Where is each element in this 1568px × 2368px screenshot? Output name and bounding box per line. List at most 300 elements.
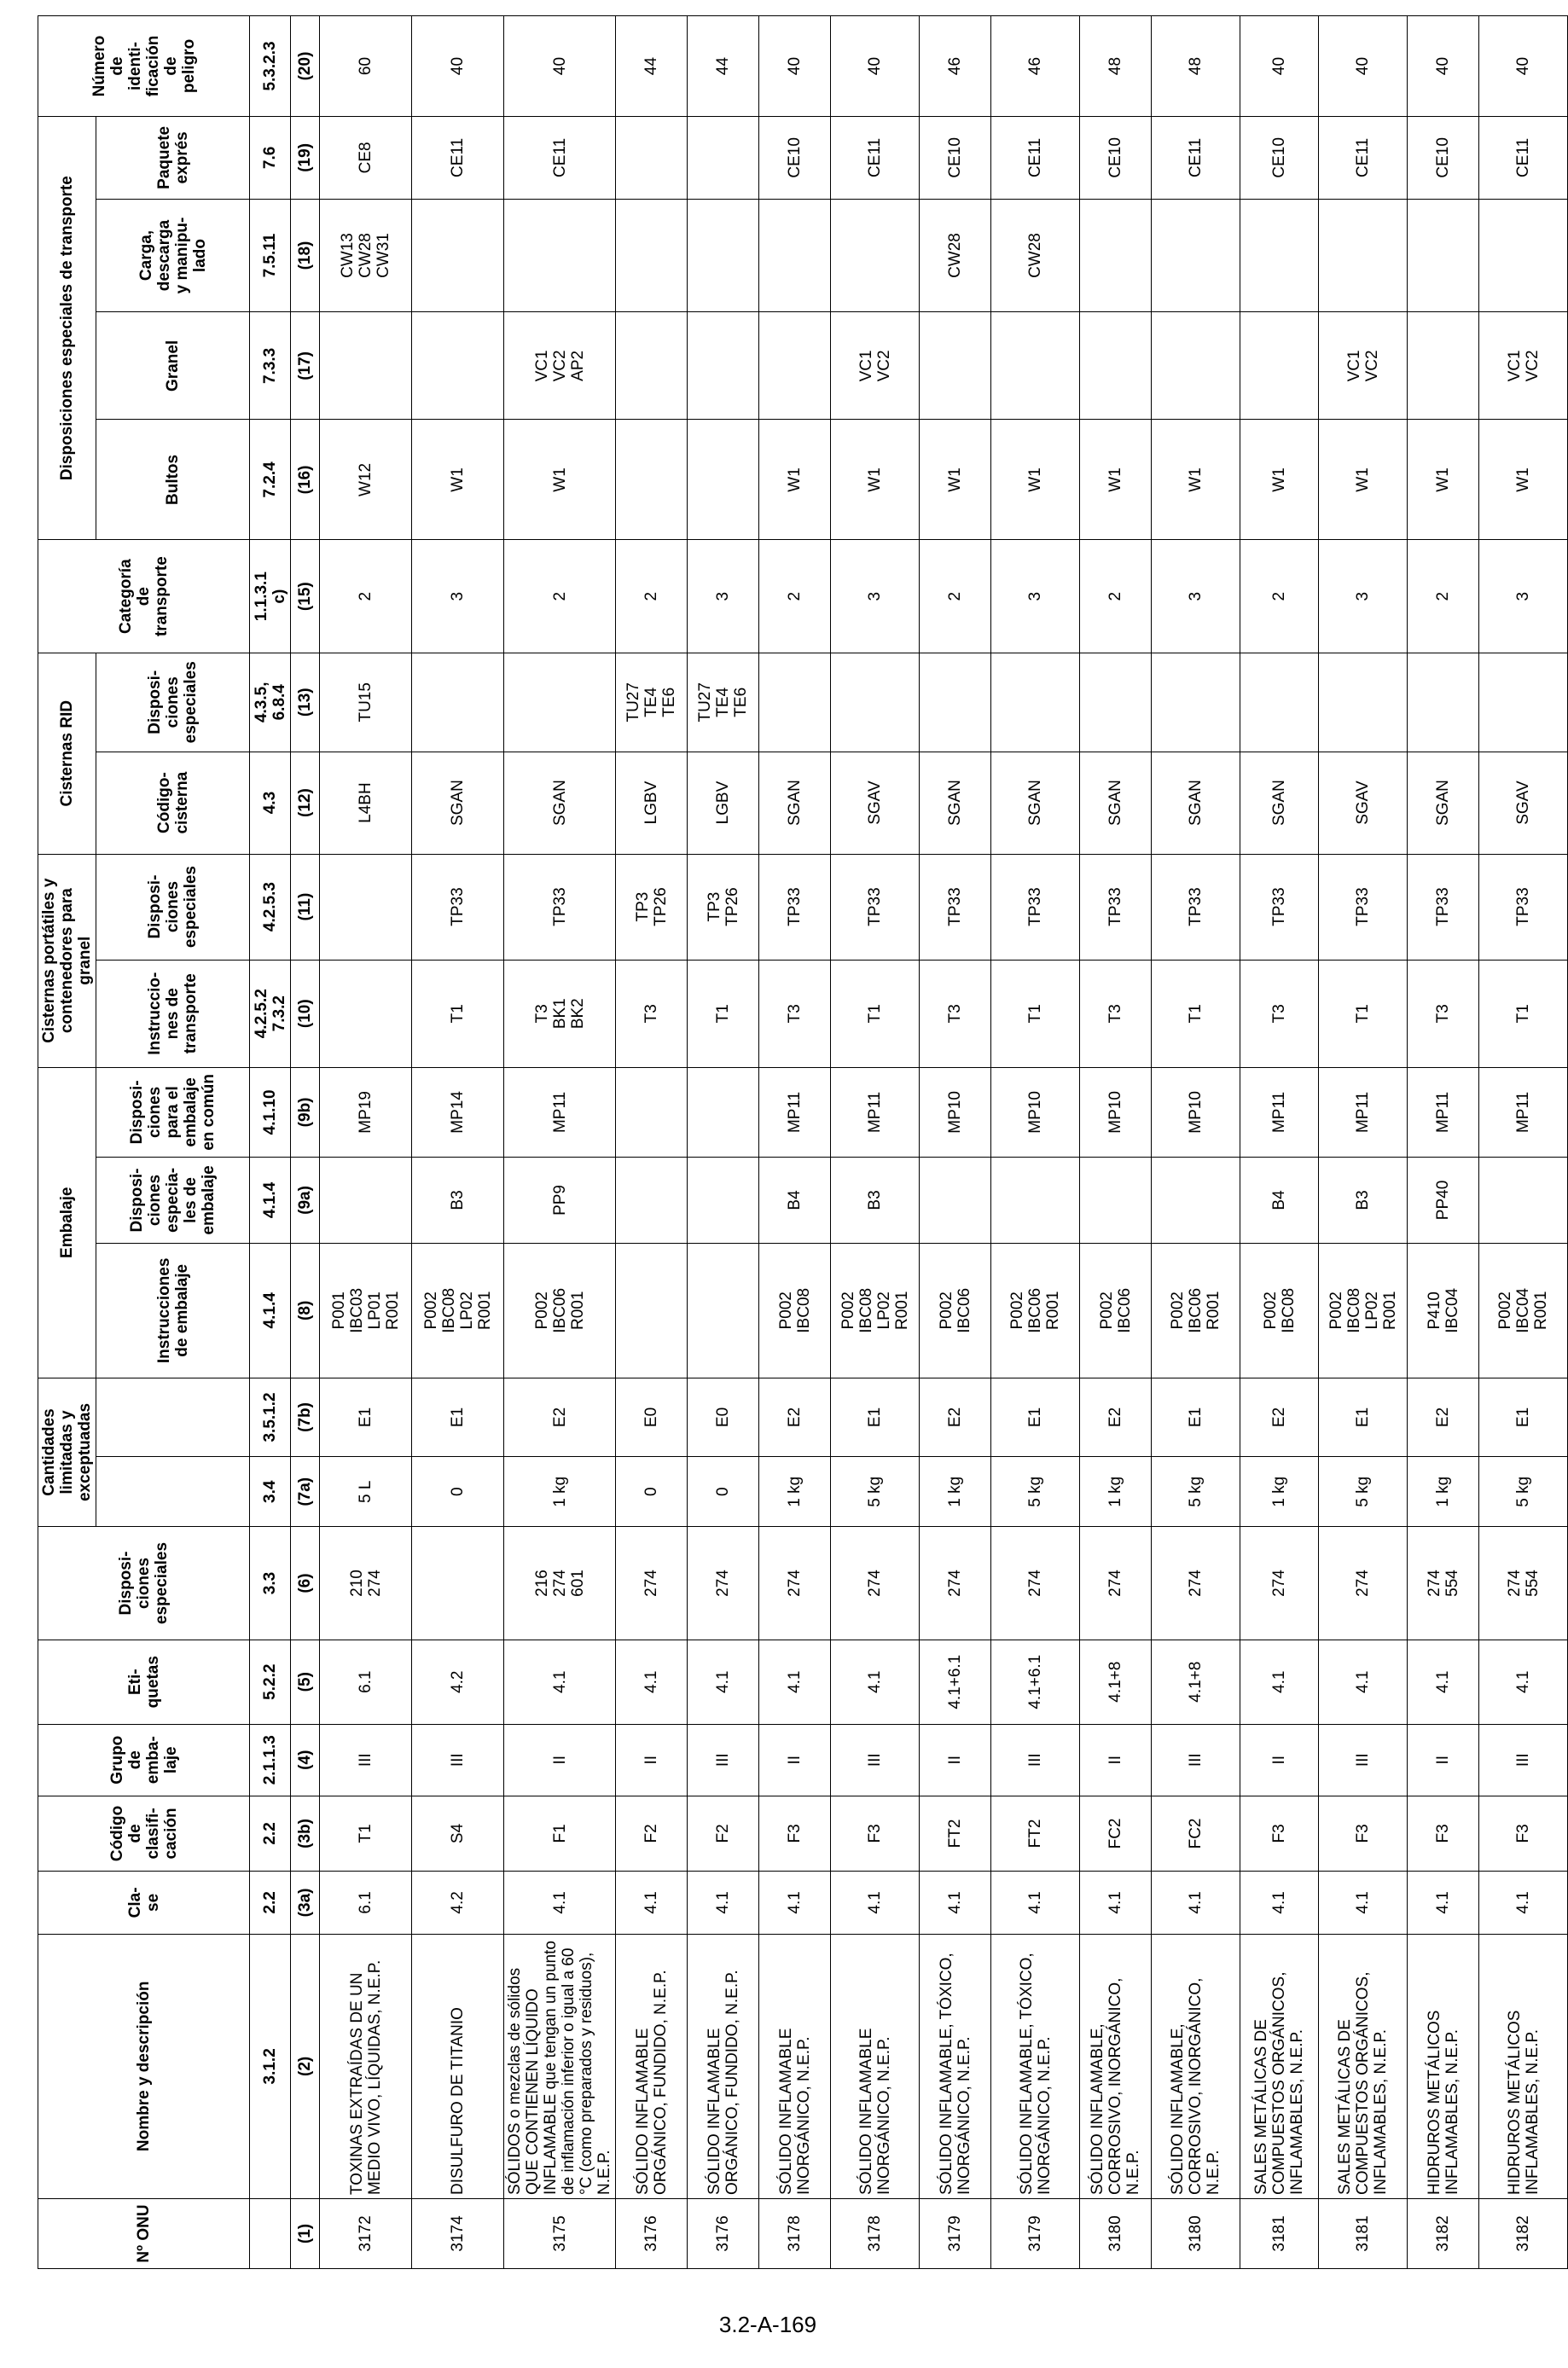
table-cell: 210 274: [320, 1527, 412, 1640]
table-cell: 48: [1080, 16, 1152, 117]
table-cell: T3: [1240, 960, 1319, 1067]
table-cell: 4.1: [759, 1872, 831, 1935]
column-number-cell: (7b): [291, 1378, 320, 1457]
table-cell: 40: [1240, 16, 1319, 117]
table-cell: F3: [1408, 1796, 1479, 1871]
table-cell: 3: [1479, 540, 1568, 653]
substance-name: SÓLIDO INFLAMABLE, CORROSIVO, INORGÁNICO, N.E.P.: [1080, 1934, 1152, 2198]
header-lq-7a: [96, 1457, 250, 1527]
table-cell: P002 IBC06 R001: [991, 1243, 1080, 1378]
table-cell: S4: [412, 1796, 504, 1871]
table-cell: 2: [504, 540, 616, 653]
table-cell: SGAN: [991, 752, 1080, 854]
table-cell: FT2: [991, 1796, 1080, 1871]
table-cell: E2: [504, 1378, 616, 1457]
table-cell: W1: [504, 420, 616, 540]
column-number-cell: (3a): [291, 1872, 320, 1935]
table-cell: CE11: [991, 116, 1080, 199]
table-cell: 48: [1152, 16, 1240, 117]
table-cell: 3: [1152, 540, 1240, 653]
table-cell: [1240, 312, 1319, 420]
table-cell: FC2: [1152, 1796, 1240, 1871]
table-cell: 3180: [1080, 2198, 1152, 2268]
table-cell: 40: [412, 16, 504, 117]
header-express: Paquete exprés: [96, 116, 250, 199]
table-cell: 2: [1080, 540, 1152, 653]
substance-name: SÓLIDO INFLAMABLE, TÓXICO, INORGÁNICO, N.E.P.: [920, 1934, 991, 2198]
table-cell: 4.1: [1408, 1640, 1479, 1724]
table-row: [616, 16, 688, 2269]
column-number-cell: (11): [291, 854, 320, 960]
table-cell: 4.1: [1408, 1872, 1479, 1935]
table-cell: B3: [412, 1157, 504, 1243]
table-cell: 46: [920, 16, 991, 117]
table-cell: P002 IBC06: [1080, 1243, 1152, 1378]
table-cell: [1408, 199, 1479, 312]
column-number-cell: (5): [291, 1640, 320, 1724]
table-cell: TU27 TE4 TE6: [616, 653, 688, 752]
table-cell: 0: [688, 1457, 759, 1527]
table-cell: 6.1: [320, 1872, 412, 1935]
substance-name: SÓLIDO INFLAMABLE, CORROSIVO, INORGÁNICO, N.E.P.: [1152, 1934, 1240, 2198]
header-tank-instructions: Instruccio- nes de transporte: [96, 960, 250, 1067]
reference-cell: 3.1.2: [250, 1934, 291, 2198]
table-cell: [412, 653, 504, 752]
column-number-cell: (4): [291, 1724, 320, 1796]
table-cell: CW28: [991, 199, 1080, 312]
table-cell: P002 IBC08: [759, 1243, 831, 1378]
table-cell: [616, 420, 688, 540]
table-cell: CE11: [1152, 116, 1240, 199]
table-cell: 2: [616, 540, 688, 653]
table-cell: [1408, 653, 1479, 752]
table-cell: 4.1: [1479, 1872, 1568, 1935]
table-row: [759, 16, 831, 2269]
table-cell: F3: [1479, 1796, 1568, 1871]
table-cell: TU15: [320, 653, 412, 752]
table-cell: 2: [759, 540, 831, 653]
reference-cell: 2.2: [250, 1796, 291, 1871]
table-cell: SGAN: [412, 752, 504, 854]
table-cell: 1 kg: [759, 1457, 831, 1527]
table-cell: 4.1: [504, 1872, 616, 1935]
table-cell: [1152, 653, 1240, 752]
table-cell: E1: [1152, 1378, 1240, 1457]
table-cell: [1319, 199, 1408, 312]
table-cell: 274: [991, 1527, 1080, 1640]
table-cell: 1 kg: [1240, 1457, 1319, 1527]
table-cell: [1080, 653, 1152, 752]
table-cell: CE10: [759, 116, 831, 199]
table-cell: 3: [1319, 540, 1408, 653]
table-cell: TP33: [759, 854, 831, 960]
table-cell: II: [504, 1724, 616, 1796]
table-cell: E1: [1319, 1378, 1408, 1457]
table-cell: [504, 653, 616, 752]
table-cell: 4.1: [920, 1872, 991, 1935]
table-cell: [320, 312, 412, 420]
reference-cell: 4.1.4: [250, 1243, 291, 1378]
header-labels: Eti- quetas: [38, 1640, 250, 1724]
table-cell: SGAV: [1319, 752, 1408, 854]
table-cell: 4.1: [1240, 1872, 1319, 1935]
table-cell: 3181: [1319, 2198, 1408, 2268]
column-number-cell: (6): [291, 1527, 320, 1640]
table-cell: T3: [1408, 960, 1479, 1067]
table-cell: 3: [688, 540, 759, 653]
table-cell: MP11: [1240, 1067, 1319, 1157]
table-cell: 5 kg: [1479, 1457, 1568, 1527]
table-cell: T1: [320, 1796, 412, 1871]
column-number-cell: (8): [291, 1243, 320, 1378]
header-special-transport: Disposiciones especiales de transporte: [38, 116, 96, 539]
column-number-cell: (15): [291, 540, 320, 653]
table-cell: 5 L: [320, 1457, 412, 1527]
table-cell: TP33: [1152, 854, 1240, 960]
table-cell: 4.1+6.1: [991, 1640, 1080, 1724]
table-cell: CE10: [1408, 116, 1479, 199]
table-cell: W1: [1240, 420, 1319, 540]
table-row: [991, 16, 1080, 2269]
table-cell: 4.1: [688, 1872, 759, 1935]
table-cell: 4.1: [1319, 1872, 1408, 1935]
column-number-cell: (16): [291, 420, 320, 540]
reference-cell: 3.4: [250, 1457, 291, 1527]
table-cell: VC1 VC2: [831, 312, 920, 420]
header-tank-special: Disposi- ciones especiales: [96, 854, 250, 960]
table-cell: MP11: [1319, 1067, 1408, 1157]
table-cell: CW13 CW28 CW31: [320, 199, 412, 312]
table-cell: [831, 653, 920, 752]
reference-cell: 7.3.3: [250, 312, 291, 420]
table-cell: MP10: [1152, 1067, 1240, 1157]
table-cell: [1152, 312, 1240, 420]
table-cell: VC1 VC2: [1479, 312, 1568, 420]
reference-cell: 3.5.1.2: [250, 1378, 291, 1457]
table-cell: [320, 960, 412, 1067]
table-cell: III: [1479, 1724, 1568, 1796]
table-cell: T1: [1152, 960, 1240, 1067]
table-cell: 5 kg: [1319, 1457, 1408, 1527]
table-cell: F3: [759, 1796, 831, 1871]
table-cell: T3 BK1 BK2: [504, 960, 616, 1067]
table-cell: 274 554: [1408, 1527, 1479, 1640]
table-cell: SGAN: [920, 752, 991, 854]
table-cell: TP33: [1479, 854, 1568, 960]
table-cell: TP3 TP26: [688, 854, 759, 960]
table-cell: F3: [1240, 1796, 1319, 1871]
table-cell: E0: [688, 1378, 759, 1457]
table-cell: FC2: [1080, 1796, 1152, 1871]
table-cell: 274: [688, 1527, 759, 1640]
table-cell: T1: [831, 960, 920, 1067]
table-cell: [616, 1067, 688, 1157]
table-cell: TP33: [1080, 854, 1152, 960]
table-cell: TP33: [1408, 854, 1479, 960]
table-cell: [688, 1157, 759, 1243]
table-cell: 5 kg: [831, 1457, 920, 1527]
table-cell: 40: [831, 16, 920, 117]
table-cell: W1: [759, 420, 831, 540]
table-cell: E1: [412, 1378, 504, 1457]
table-cell: 44: [688, 16, 759, 117]
table-cell: MP11: [1479, 1067, 1568, 1157]
table-cell: 46: [991, 16, 1080, 117]
table-cell: 1 kg: [1080, 1457, 1152, 1527]
reference-cell: 4.1.4: [250, 1157, 291, 1243]
table-cell: 274: [1152, 1527, 1240, 1640]
table-cell: W1: [991, 420, 1080, 540]
table-cell: VC1 VC2 AP2: [504, 312, 616, 420]
header-transport-category: Categoría de transporte: [38, 540, 250, 653]
table-cell: E1: [991, 1378, 1080, 1457]
table-cell: 40: [1479, 16, 1568, 117]
table-cell: W1: [1152, 420, 1240, 540]
table-cell: P002 IBC08: [1240, 1243, 1319, 1378]
table-cell: [1408, 312, 1479, 420]
substance-name: SÓLIDO INFLAMABLE INORGÁNICO, N.E.P.: [831, 1934, 920, 2198]
table-row: [1240, 16, 1319, 2269]
table-cell: III: [688, 1724, 759, 1796]
table-cell: [320, 854, 412, 960]
table-cell: 3175: [504, 2198, 616, 2268]
table-cell: W12: [320, 420, 412, 540]
table-cell: T3: [1080, 960, 1152, 1067]
table-cell: 3176: [688, 2198, 759, 2268]
table-body: [320, 16, 1568, 2269]
table-cell: [1152, 1157, 1240, 1243]
table-cell: 4.1: [1319, 1640, 1408, 1724]
table-cell: [688, 1243, 759, 1378]
table-cell: 4.1: [616, 1640, 688, 1724]
table-cell: [920, 312, 991, 420]
table-cell: 3178: [759, 2198, 831, 2268]
column-number-cell: (20): [291, 16, 320, 117]
reference-cell: 4.3: [250, 752, 291, 854]
table-cell: MP10: [1080, 1067, 1152, 1157]
table-cell: T3: [920, 960, 991, 1067]
substance-name: SALES METÁLICAS DE COMPUESTOS ORGÁNICOS, INFLAMABLES, N.E.P.: [1240, 1934, 1319, 2198]
table-cell: 0: [616, 1457, 688, 1527]
column-number-cell: (17): [291, 312, 320, 420]
dangerous-goods-table: [38, 15, 1568, 2269]
table-cell: W1: [1319, 420, 1408, 540]
table-row: [1479, 16, 1568, 2269]
reference-row: [250, 16, 291, 2269]
header-classification-code: Código de clasifi- cación: [38, 1796, 250, 1871]
table-cell: MP11: [759, 1067, 831, 1157]
table-cell: TP33: [412, 854, 504, 960]
table-row: [1319, 16, 1408, 2269]
header-packing-instructions: Instrucciones de embalaje: [96, 1243, 250, 1378]
table-cell: [1080, 312, 1152, 420]
table-cell: 4.2: [412, 1640, 504, 1724]
table-cell: 3182: [1479, 2198, 1568, 2268]
table-cell: 4.1: [688, 1640, 759, 1724]
table-cell: CE10: [920, 116, 991, 199]
table-cell: [759, 312, 831, 420]
table-cell: [688, 312, 759, 420]
table-cell: L4BH: [320, 752, 412, 854]
header-special-packing: Disposi- ciones especia- les de embalaje: [96, 1157, 250, 1243]
table-cell: [1240, 199, 1319, 312]
table-cell: CE11: [1319, 116, 1408, 199]
table-cell: E0: [616, 1378, 688, 1457]
column-number-row: [291, 16, 320, 2269]
table-cell: 2: [1408, 540, 1479, 653]
table-cell: E2: [1240, 1378, 1319, 1457]
column-number-cell: (9b): [291, 1067, 320, 1157]
table-cell: SGAN: [1152, 752, 1240, 854]
table-cell: 4.1: [616, 1872, 688, 1935]
table-cell: 3172: [320, 2198, 412, 2268]
table-cell: [1319, 653, 1408, 752]
table-cell: TP33: [991, 854, 1080, 960]
table-cell: B4: [759, 1157, 831, 1243]
table-cell: 4.1: [1240, 1640, 1319, 1724]
substance-name: DISULFURO DE TITANIO: [412, 1934, 504, 2198]
table-cell: B3: [831, 1157, 920, 1243]
substance-name: SALES METÁLICAS DE COMPUESTOS ORGÁNICOS, INFLAMABLES, N.E.P.: [1319, 1934, 1408, 2198]
table-cell: 3178: [831, 2198, 920, 2268]
table-cell: [1240, 653, 1319, 752]
substance-name: SÓLIDO INFLAMABLE ORGÁNICO, FUNDIDO, N.E.P.: [616, 1934, 688, 2198]
table-cell: [759, 653, 831, 752]
table-cell: PP9: [504, 1157, 616, 1243]
table-cell: TU27 TE4 TE6: [688, 653, 759, 752]
table-cell: MP11: [831, 1067, 920, 1157]
table-cell: 5 kg: [991, 1457, 1080, 1527]
table-cell: T3: [759, 960, 831, 1067]
table-cell: [991, 1157, 1080, 1243]
table-cell: [1479, 1157, 1568, 1243]
table-cell: [616, 1243, 688, 1378]
table-cell: SGAV: [831, 752, 920, 854]
substance-name: SÓLIDO INFLAMABLE, TÓXICO, INORGÁNICO, N.E.P.: [991, 1934, 1080, 2198]
header-hazard-number: Número de identi- ficación de peligro: [38, 16, 250, 117]
table-cell: SGAN: [1080, 752, 1152, 854]
table-cell: P002 IBC08 LP02 R001: [831, 1243, 920, 1378]
table-cell: T1: [991, 960, 1080, 1067]
table-cell: 274 554: [1479, 1527, 1568, 1640]
table-cell: 4.1: [1479, 1640, 1568, 1724]
table-cell: 274: [1240, 1527, 1319, 1640]
table-cell: P002 IBC06: [920, 1243, 991, 1378]
table-cell: W1: [412, 420, 504, 540]
reference-cell: 4.2.5.3: [250, 854, 291, 960]
table-cell: [688, 420, 759, 540]
table-cell: CE8: [320, 116, 412, 199]
column-number-cell: (12): [291, 752, 320, 854]
table-cell: TP33: [920, 854, 991, 960]
table-cell: [1080, 1157, 1152, 1243]
table-cell: TP33: [1240, 854, 1319, 960]
table-cell: CE11: [1479, 116, 1568, 199]
table-cell: B3: [1319, 1157, 1408, 1243]
table-cell: TP33: [1319, 854, 1408, 960]
table-cell: 4.1: [991, 1872, 1080, 1935]
table-cell: TP3 TP26: [616, 854, 688, 960]
table-cell: III: [1319, 1724, 1408, 1796]
table-cell: P002 IBC08 LP02 R001: [412, 1243, 504, 1378]
table-cell: 40: [504, 16, 616, 117]
table-cell: [991, 312, 1080, 420]
table-cell: 4.2: [412, 1872, 504, 1935]
table-cell: 40: [1319, 16, 1408, 117]
table-row: [688, 16, 759, 2269]
table-cell: [504, 199, 616, 312]
table-cell: CE11: [412, 116, 504, 199]
table-cell: [1479, 653, 1568, 752]
column-number-cell: (19): [291, 116, 320, 199]
table-cell: II: [759, 1724, 831, 1796]
table-cell: MP19: [320, 1067, 412, 1157]
table-cell: P002 IBC06 R001: [1152, 1243, 1240, 1378]
table-cell: 5 kg: [1152, 1457, 1240, 1527]
table-cell: TP33: [504, 854, 616, 960]
table-cell: T1: [1479, 960, 1568, 1067]
column-number-cell: (2): [291, 1934, 320, 2198]
table-cell: 274: [616, 1527, 688, 1640]
table-cell: 274: [920, 1527, 991, 1640]
table-cell: 1 kg: [920, 1457, 991, 1527]
table-cell: P410 IBC04: [1408, 1243, 1479, 1378]
table-cell: III: [320, 1724, 412, 1796]
table-cell: 216 274 601: [504, 1527, 616, 1640]
header-packaging: Embalaje: [38, 1067, 96, 1378]
header-mixed-packing: Disposi- ciones para el embalaje en común: [96, 1067, 250, 1157]
table-cell: SGAV: [1479, 752, 1568, 854]
table-cell: W1: [920, 420, 991, 540]
table-cell: 4.1+8: [1152, 1640, 1240, 1724]
table-cell: 3: [991, 540, 1080, 653]
table-cell: MP11: [1408, 1067, 1479, 1157]
table-cell: E2: [920, 1378, 991, 1457]
table-cell: P002 IBC08 LP02 R001: [1319, 1243, 1408, 1378]
reference-cell: 1.1.3.1 c): [250, 540, 291, 653]
table-cell: FT2: [920, 1796, 991, 1871]
reference-cell: 3.3: [250, 1527, 291, 1640]
table-cell: 60: [320, 16, 412, 117]
substance-name: SÓLIDOS o mezclas de sólidos QUE CONTIENEN LÍQUIDO INFLAMABLE que tengan un punto de inflamación inferior o igual a 60 °C (como preparados y residuos), N.E.P.: [504, 1934, 616, 2198]
table-cell: T1: [688, 960, 759, 1067]
reference-cell: 4.2.5.2 7.3.2: [250, 960, 291, 1067]
table-cell: W1: [831, 420, 920, 540]
table-cell: TP33: [831, 854, 920, 960]
table-cell: SGAN: [759, 752, 831, 854]
table-cell: [920, 653, 991, 752]
table-cell: 4.1: [831, 1872, 920, 1935]
table-cell: 4.1: [831, 1640, 920, 1724]
table-cell: MP11: [504, 1067, 616, 1157]
table-cell: F2: [616, 1796, 688, 1871]
table-row: [1152, 16, 1240, 2269]
header-packages: Bultos: [96, 420, 250, 540]
table-cell: III: [991, 1724, 1080, 1796]
table-cell: [320, 1157, 412, 1243]
table-cell: 6.1: [320, 1640, 412, 1724]
table-row: [1408, 16, 1479, 2269]
table-cell: CE10: [1080, 116, 1152, 199]
table-cell: E1: [320, 1378, 412, 1457]
table-cell: [759, 199, 831, 312]
table-cell: VC1 VC2: [1319, 312, 1408, 420]
table-cell: F3: [831, 1796, 920, 1871]
header-packing-group: Grupo de emba- laje: [38, 1724, 250, 1796]
table-cell: [412, 199, 504, 312]
table-cell: III: [831, 1724, 920, 1796]
table-cell: 44: [616, 16, 688, 117]
